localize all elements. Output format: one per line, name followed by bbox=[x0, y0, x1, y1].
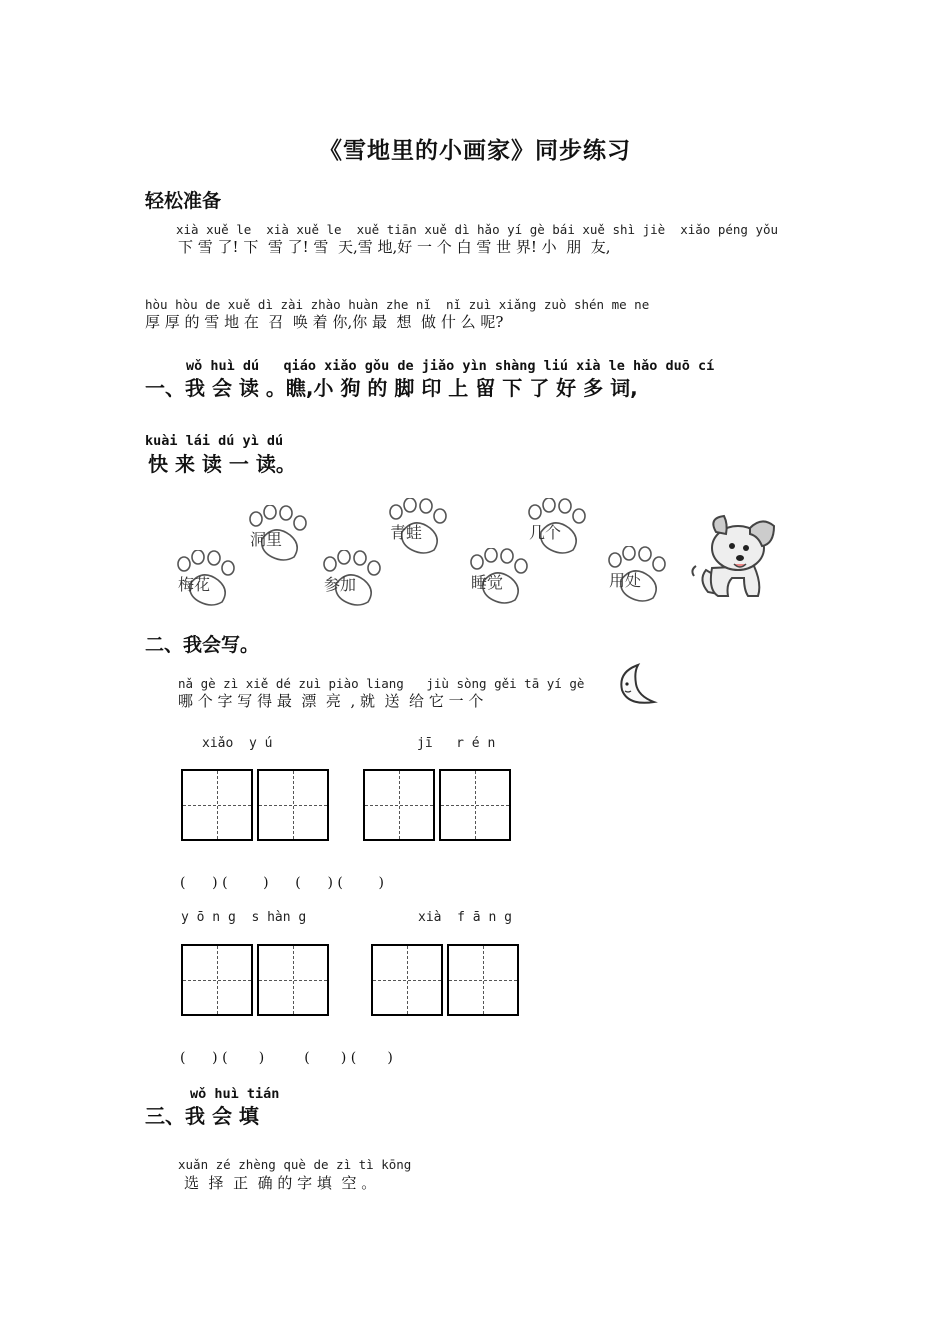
section2-heading: 二、我会写。 bbox=[145, 634, 260, 656]
intro-text-2: 厚 厚 的 雪 地 在 召 唤 着 你,你 最 想 做 什 么 呢? bbox=[145, 313, 504, 331]
writing-grid-yongshang bbox=[181, 944, 329, 1016]
intro-pinyin-1: xià xuě le xià xuě le xuě tiān xuě dì hǎo yí gè bái xuě shì jiè xiǎo péng yǒu bbox=[176, 222, 779, 237]
intro-text-1: 下 雪 了! 下 雪 了! 雪 天,雪 地,好 一 个 白 雪 世 界! 小 朋 友, bbox=[178, 238, 611, 256]
row2-answer-parens[interactable]: ( ) ( ) ( ) ( ) bbox=[180, 1050, 393, 1066]
writing-grid-xiafang bbox=[371, 944, 519, 1016]
section1-pinyin-1: wǒ huì dú qiáo xiǎo gǒu de jiǎo yìn shàng liú xià le hǎo duō cí bbox=[186, 358, 715, 374]
section3-text: 三、我 会 填 bbox=[145, 1104, 259, 1128]
writing-grid-xiaoyu bbox=[181, 769, 329, 841]
paw-word-1: 青蛙 bbox=[390, 523, 423, 542]
crescent-moon-icon bbox=[614, 662, 658, 708]
intro-heading: 轻松准备 bbox=[145, 190, 222, 212]
section3-instr-pinyin: xuǎn zé zhèng què de zì tì kōng bbox=[178, 1157, 412, 1172]
writing-cell[interactable] bbox=[257, 769, 329, 841]
section1-text-1: 一、我 会 读 。瞧,小 狗 的 脚 印 上 留 下 了 好 多 词, bbox=[145, 376, 638, 400]
section3-instr-text: 选 择 正 确 的 字 填 空 。 bbox=[184, 1174, 377, 1192]
row1-pinyin-a: xiǎo y ú bbox=[202, 736, 273, 751]
row2-pinyin-b: xià f ā n g bbox=[418, 910, 512, 925]
writing-cell[interactable] bbox=[363, 769, 435, 841]
intro-pinyin-2: hòu hòu de xuě dì zài zhào huàn zhe nǐ nǐ zuì xiǎng zuò shén me ne bbox=[145, 297, 650, 312]
writing-grid-jiren bbox=[363, 769, 511, 841]
paw-word-6: 用处 bbox=[609, 571, 642, 590]
row2-pinyin-a: y ō n g s hàn g bbox=[181, 910, 307, 925]
section1-pinyin-2: kuài lái dú yì dú bbox=[145, 433, 284, 449]
section2-instr-text: 哪 个 字 写 得 最 漂 亮 , 就 送 给 它 一 个 bbox=[178, 692, 484, 710]
writing-cell[interactable] bbox=[257, 944, 329, 1016]
writing-cell[interactable] bbox=[181, 769, 253, 841]
writing-cell[interactable] bbox=[447, 944, 519, 1016]
section1-text-2: 快 来 读 一 读。 bbox=[148, 452, 296, 476]
paw-word-3: 梅花 bbox=[178, 575, 211, 594]
puppy-icon bbox=[688, 510, 780, 602]
paw-word-0: 洞里 bbox=[250, 530, 283, 549]
row1-answer-parens[interactable]: ( ) ( ) ( ) ( ) bbox=[180, 875, 384, 891]
row1-pinyin-b: jī r é n bbox=[417, 736, 496, 751]
section3-pinyin: wǒ huì tián bbox=[190, 1086, 280, 1102]
section2-instr-pinyin: nǎ gè zì xiě dé zuì piào liang jiù sòng gěi tā yí gè bbox=[178, 676, 585, 691]
page-title: 《雪地里的小画家》同步练习 bbox=[319, 138, 631, 164]
paw-word-2: 几个 bbox=[529, 523, 562, 542]
writing-cell[interactable] bbox=[439, 769, 511, 841]
paw-word-5: 睡觉 bbox=[471, 573, 504, 592]
paw-word-4: 参加 bbox=[324, 575, 357, 594]
writing-cell[interactable] bbox=[371, 944, 443, 1016]
writing-cell[interactable] bbox=[181, 944, 253, 1016]
